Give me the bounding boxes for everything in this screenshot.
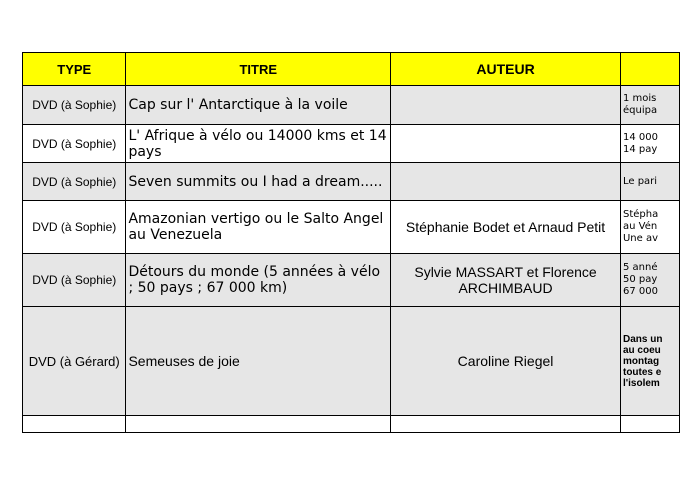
cell-type[interactable]: DVD (à Sophie) xyxy=(23,201,126,254)
header-title[interactable]: TITRE xyxy=(126,53,391,86)
cell-type[interactable]: DVD (à Sophie) xyxy=(23,163,126,201)
description-line: Le pari xyxy=(622,175,658,187)
description-line: 5 anné xyxy=(622,262,658,273)
cell-description[interactable] xyxy=(620,86,679,125)
cell-author[interactable]: Sylvie MASSART et Florence ARCHIMBAUD xyxy=(391,254,621,307)
cell-description[interactable] xyxy=(620,201,679,254)
cell-title[interactable]: Cap sur l' Antarctique à la voile xyxy=(126,86,391,125)
description-line: montag xyxy=(622,355,660,367)
header-row xyxy=(23,53,680,86)
description-line: 14 000 xyxy=(622,131,658,143)
table-row xyxy=(23,125,680,163)
cell-description[interactable] xyxy=(620,125,679,163)
description-line: 67 000 xyxy=(622,286,658,297)
description-line: Stépha xyxy=(622,209,659,220)
cell-author[interactable] xyxy=(391,163,621,201)
description-line: au coeu xyxy=(622,344,661,356)
cell-description[interactable] xyxy=(620,307,679,416)
description-line: toutes e xyxy=(622,366,662,378)
cell-title[interactable]: Détours du monde (5 années à vélo ; 50 pays ; 67 000 km) xyxy=(126,254,391,307)
cell-title[interactable]: Seven summits ou I had a dream..... xyxy=(126,163,391,201)
cell-type[interactable]: DVD (à Gérard) xyxy=(23,307,126,416)
cell-author[interactable]: Stéphanie Bodet et Arnaud Petit xyxy=(391,201,621,254)
description-line: l'isolem xyxy=(622,377,660,389)
description-line: 50 pay xyxy=(622,274,658,285)
description-line: Une av xyxy=(622,233,659,244)
header-type[interactable]: TYPE xyxy=(23,53,126,86)
cell-author[interactable] xyxy=(391,125,621,163)
cell-title[interactable] xyxy=(126,416,391,433)
header-author[interactable]: AUTEUR xyxy=(391,53,621,86)
cell-type[interactable]: DVD (à Sophie) xyxy=(23,125,126,163)
cell-author[interactable] xyxy=(391,416,621,433)
cell-type[interactable] xyxy=(23,416,126,433)
cell-author[interactable]: Caroline Riegel xyxy=(391,307,621,416)
cell-description[interactable] xyxy=(620,254,679,307)
cell-author[interactable] xyxy=(391,86,621,125)
cell-description[interactable] xyxy=(620,163,679,201)
cell-type[interactable]: DVD (à Sophie) xyxy=(23,86,126,125)
cell-title[interactable]: Amazonian vertigo ou le Salto Angel au Venezuela xyxy=(126,201,391,254)
cell-title[interactable]: L' Afrique à vélo ou 14000 kms et 14 pays xyxy=(126,125,391,163)
table-row xyxy=(23,201,680,254)
table-row xyxy=(23,86,680,125)
spreadsheet-table xyxy=(22,52,680,433)
table-row-empty xyxy=(23,416,680,433)
description-line: 14 pay xyxy=(622,143,658,155)
cell-type[interactable]: DVD (à Sophie) xyxy=(23,254,126,307)
cell-title[interactable]: Semeuses de joie xyxy=(126,307,391,416)
description-line: au Vén xyxy=(622,221,658,232)
header-description[interactable] xyxy=(620,53,679,86)
table-row xyxy=(23,307,680,416)
description-line: équipa xyxy=(622,105,658,116)
table-row xyxy=(23,254,680,307)
cell-description[interactable] xyxy=(620,416,679,433)
description-line: 1 mois xyxy=(622,93,657,104)
description-line: Dans un xyxy=(622,333,663,345)
table-row xyxy=(23,163,680,201)
